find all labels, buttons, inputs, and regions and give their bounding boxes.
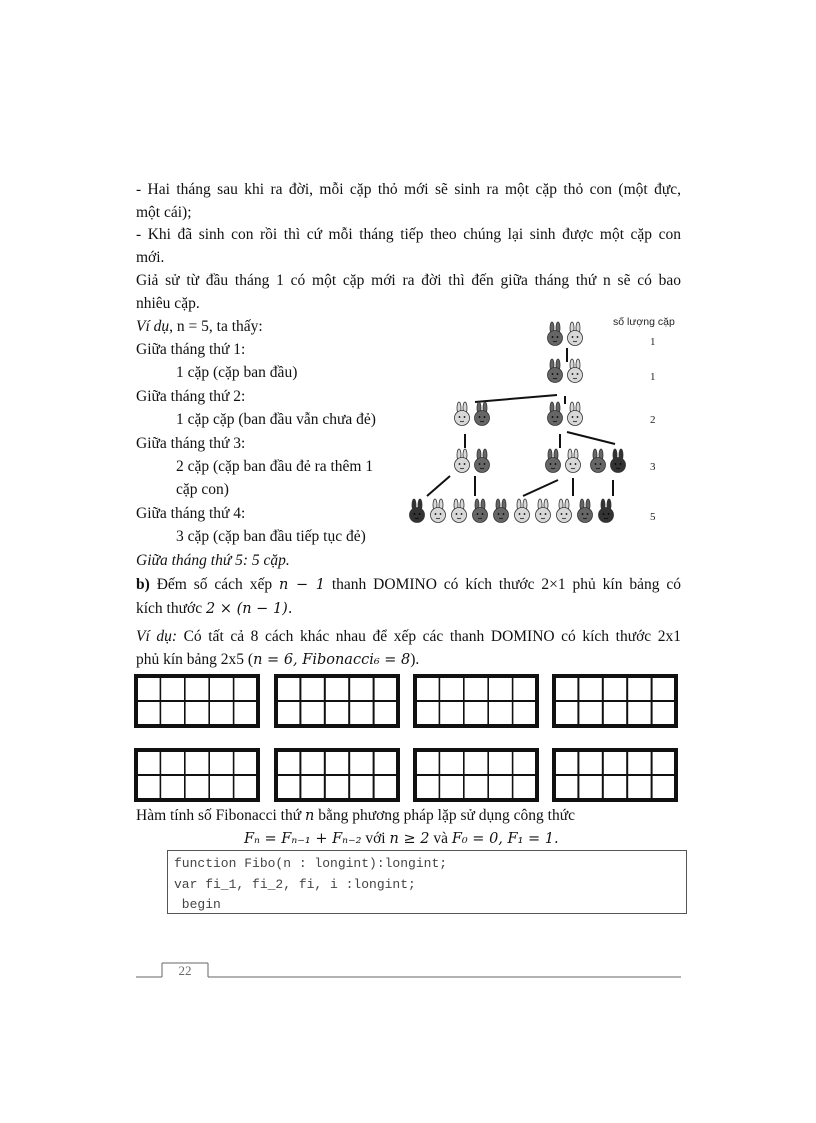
part-b-text-3: kích thước [136, 600, 206, 617]
formula-initial-values: F₀ = 0, F₁ = 1. [451, 831, 559, 847]
domino-tiling [554, 750, 676, 800]
figure-header: số lượng cặp [613, 316, 675, 328]
rabbit-pairs [410, 322, 626, 523]
fibonacci-intro-b: bằng phương pháp lặp sử dụng công thức [314, 807, 576, 824]
domino-example-text: Có tất cả 8 cách khác nhau để xếp các thanh DOMINO có kích thước 2x1 [177, 628, 681, 645]
domino-example-end: ). [410, 651, 420, 668]
rabbit-icon [546, 449, 561, 473]
part-b-statement [136, 573, 681, 597]
rabbit-icon [568, 359, 583, 383]
count-row-4: 3 [650, 461, 656, 473]
domino-example-label: Ví dụ: [136, 628, 178, 645]
domino-tiling [554, 676, 676, 726]
part-b-statement-cont [136, 597, 292, 621]
rabbit-icon [548, 322, 563, 346]
count-row-2: 1 [650, 371, 656, 383]
rabbit-icon [494, 499, 509, 523]
month-5-summary: Giữa tháng thứ 5: 5 cặp. [136, 552, 290, 569]
part-b-label: b) [136, 576, 150, 593]
paragraph-rule-2-cont: mới. [136, 249, 165, 266]
domino-tiling [276, 676, 398, 726]
code-line-3: begin [174, 897, 221, 912]
rabbit-icon [557, 499, 572, 523]
month-1-detail: 1 cặp (cặp ban đầu) [176, 364, 298, 381]
domino-tiling [415, 750, 537, 800]
count-row-5: 5 [650, 511, 656, 523]
domino-tiling [136, 750, 258, 800]
month-4-detail: 3 cặp (cặp ban đầu tiếp tục đẻ) [176, 528, 366, 545]
rabbit-icon [473, 499, 488, 523]
domino-example-text-2: phủ kín bảng 2x5 ( [136, 651, 254, 668]
rabbit-icon [431, 499, 446, 523]
formula-condition: n ≥ 2 [389, 831, 430, 847]
count-row-3: 2 [650, 414, 656, 426]
domino-tiling [415, 676, 537, 726]
domino-tiling [276, 750, 398, 800]
month-2-heading: Giữa tháng thứ 2: [136, 388, 246, 405]
domino-tiling [136, 676, 258, 726]
domino-example [136, 625, 681, 648]
month-3-detail-cont: cặp con) [176, 481, 229, 498]
rabbit-icon [568, 402, 583, 426]
page-number: 22 [178, 963, 192, 978]
fibonacci-intro [136, 804, 575, 828]
part-b-math-2: 2 × (n − 1). [205, 601, 293, 617]
domino-example-cont [136, 648, 419, 672]
formula-recurrence: Fₙ = Fₙ₋₁ + Fₙ₋₂ [244, 831, 362, 847]
rabbit-icon [475, 449, 490, 473]
month-3-heading: Giữa tháng thứ 3: [136, 435, 246, 452]
rabbit-icon [452, 499, 467, 523]
rabbit-icon [611, 449, 626, 473]
rabbit-icon [455, 402, 470, 426]
rabbit-icon [536, 499, 551, 523]
rabbit-icon [566, 449, 581, 473]
rabbit-icon [475, 402, 490, 426]
month-1-heading: Giữa tháng thứ 1: [136, 341, 246, 358]
code-line-1: function Fibo(n : longint):longint; [174, 856, 448, 871]
month-2-detail: 1 cặp cặp (ban đầu vẫn chưa đẻ) [176, 411, 376, 428]
rabbit-family-tree-figure [405, 310, 695, 535]
part-b-math-1: n − 1 [278, 577, 325, 593]
part-b-text-2: thanh DOMINO có kích thước 2×1 phủ kín bảng có [324, 576, 681, 593]
paragraph-rule-1: - Hai tháng sau khi ra đời, mỗi cặp thỏ mới sẽ sinh ra một cặp thỏ con (một đực, [136, 181, 681, 198]
formula-and: và [429, 830, 452, 847]
rabbit-icon [548, 402, 563, 426]
example-intro [136, 315, 263, 338]
count-row-1: 1 [650, 336, 656, 348]
code-block [167, 850, 687, 914]
rabbit-tree-drawing [405, 310, 695, 535]
formula-with: với [361, 830, 390, 847]
rabbit-icon [548, 359, 563, 383]
paragraph-question-cont: nhiêu cặp. [136, 295, 200, 312]
example-intro-text: , n = 5, ta thấy: [169, 318, 263, 335]
paragraph-rule-2: - Khi đã sinh con rồi thì cứ mỗi tháng tiếp theo chúng lại sinh được một cặp con [136, 226, 681, 243]
domino-tilings-figure [132, 672, 687, 804]
domino-tilings [136, 676, 676, 800]
rabbit-icon [455, 449, 470, 473]
paragraph-question: Giả sử từ đầu tháng 1 có một cặp mới ra đời thì đến giữa tháng thứ n sẽ có bao [136, 272, 681, 289]
rabbit-icon [410, 499, 425, 523]
part-b-text-1: Đếm số cách xếp [149, 576, 279, 593]
month-3-detail: 2 cặp (cặp ban đầu đẻ ra thêm 1 [176, 458, 374, 475]
rabbit-icon [599, 499, 614, 523]
fibonacci-intro-n: n [304, 808, 315, 824]
page-footer [136, 962, 681, 982]
rabbit-icon [591, 449, 606, 473]
code-line-2: var fi_1, fi_2, fi, i :longint; [174, 876, 416, 892]
domino-example-math: n = 6, Fibonacci₆ = 8 [253, 652, 411, 668]
fibonacci-intro-a: Hàm tính số Fibonacci thứ [136, 807, 305, 824]
rabbit-icon [568, 322, 583, 346]
example-label: Ví dụ [136, 318, 170, 335]
rabbit-icon [515, 499, 530, 523]
fibonacci-formula [244, 827, 559, 851]
month-4-heading: Giữa tháng thứ 4: [136, 505, 246, 522]
paragraph-rule-1-cont: một cái); [136, 204, 192, 221]
rabbit-icon [578, 499, 593, 523]
